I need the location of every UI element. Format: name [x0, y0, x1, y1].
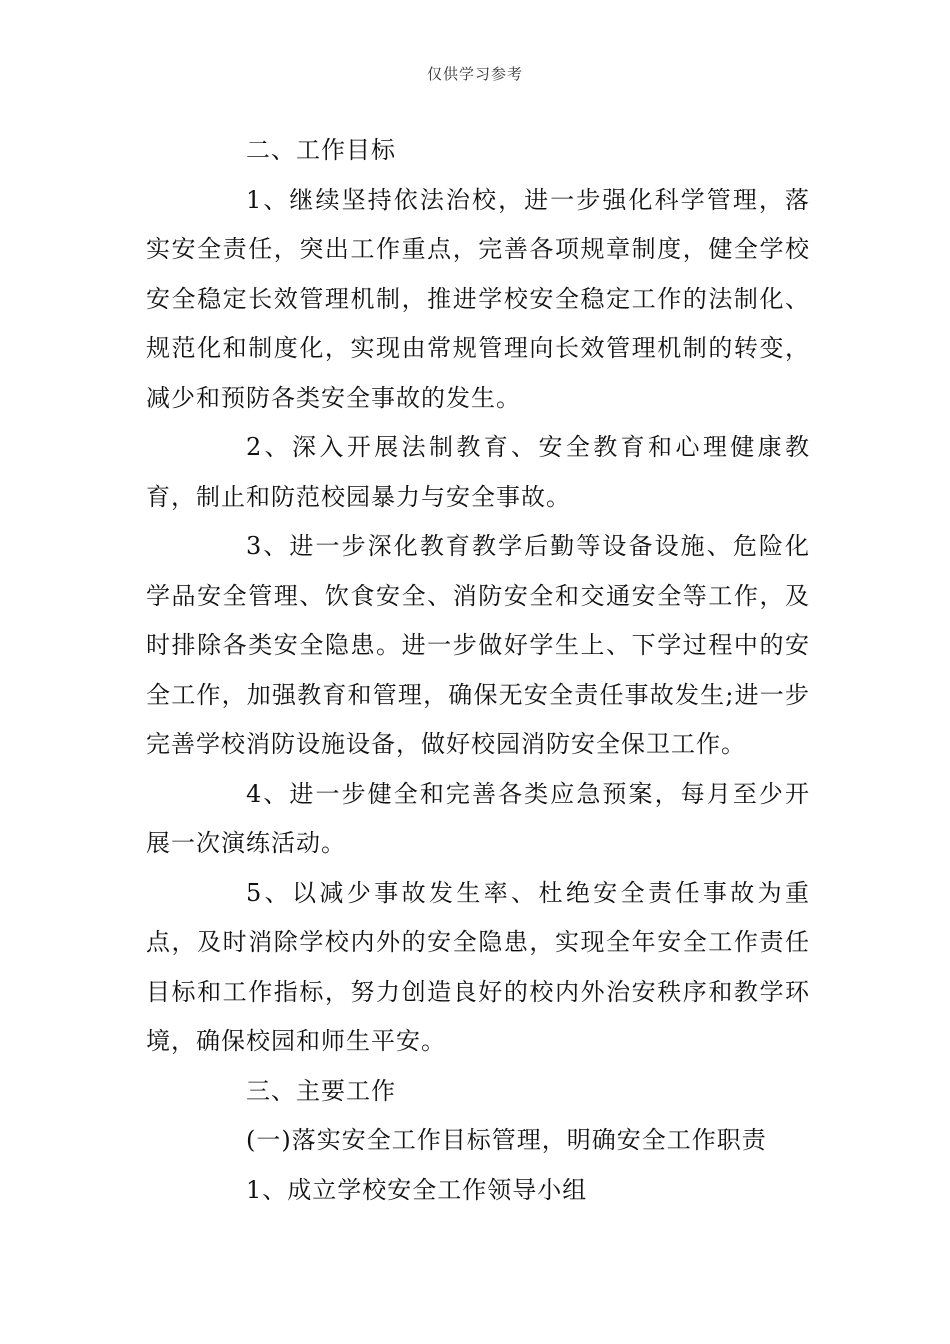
section-heading-work-goals: 二、工作目标: [246, 136, 396, 164]
goal-paragraph-1: 1、继续坚持依法治校，进一步强化科学管理，落实安全责任，突出工作重点，完善各项规章制度，健全学校安全稳定长效管理机制，推进学校安全稳定工作的法制化、规范化和制度化，实现由常规管理向长效管理机制的转变，减少和预防各类安全事故的发生。: [146, 185, 810, 412]
subsection-heading-1: (一)落实安全工作目标管理，明确安全工作职责: [246, 1126, 767, 1154]
list-item-1: 1、成立学校安全工作领导小组: [246, 1175, 588, 1204]
goal-paragraph-5: 5、以减少事故发生率、杜绝安全责任事故为重点，及时消除学校内外的安全隐患，实现全年安全工作责任目标和工作指标，努力创造良好的校内外治安秩序和教学环境，确保校园和师生平安。: [146, 878, 810, 1055]
goal-paragraph-2: 2、深入开展法制教育、安全教育和心理健康教育，制止和防范校园暴力与安全事故。: [146, 433, 810, 511]
goal-paragraph-3: 3、进一步深化教育教学后勤等设备设施、危险化学品安全管理、饮食安全、消防安全和交通安全等工作，及时排除各类安全隐患。进一步做好学生上、下学过程中的安全工作，加强教育和管理，确保无安全责任事故发生;进一步完善学校消防设施设备，做好校园消防安全保卫工作。: [146, 532, 810, 758]
document-body: [146, 126, 810, 1215]
goal-paragraph-4: 4、进一步健全和完善各类应急预案，每月至少开展一次演练活动。: [146, 779, 810, 857]
section-heading-main-work: 三、主要工作: [246, 1076, 396, 1105]
page-header: 仅供学习参考: [426, 65, 523, 83]
